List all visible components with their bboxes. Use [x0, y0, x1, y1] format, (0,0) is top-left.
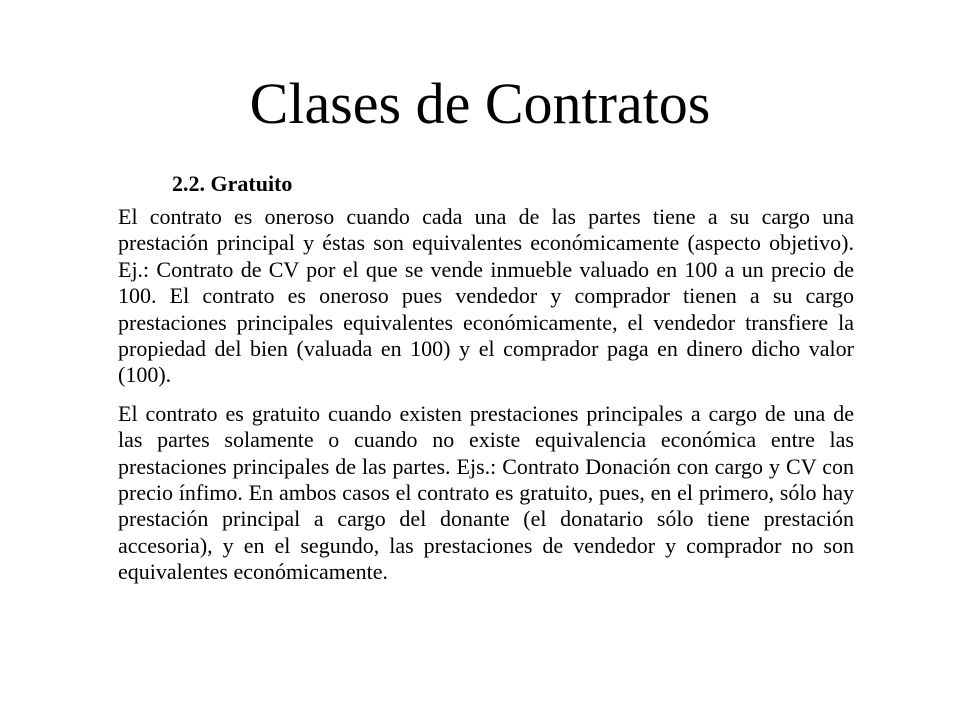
slide-title: Clases de Contratos	[249, 71, 711, 136]
slide-body	[118, 170, 854, 598]
paragraph-gratuito: El contrato es gratuito cuando existen prestaciones principales a cargo de una de las partes solamente o cuando no existe equivalencia económica entre las prestaciones principales de las partes. Ejs.: Contrato Donación con cargo y CV con precio ínfimo. En ambos casos el contrato es gratuito, pues, en el primero, sólo hay prestación principal a cargo del donante (el donatario sólo tiene prestación accesoria), y en el segundo, las prestaciones de vendedor y comprador no son equivalentes económicamente.	[118, 400, 854, 585]
section-heading: 2.2. Gratuito	[172, 171, 293, 196]
paragraph-oneroso: El contrato es oneroso cuando cada una de las partes tiene a su cargo una prestación principal y éstas son equivalentes económicamente (aspecto objetivo). Ej.: Contrato de CV por el que se vende inmueble valuado en 100 a un precio de 100. El contrato es oneroso pues vendedor y comprador tienen a su cargo prestaciones principales equivalentes económicamente, el vendedor transfiere la propiedad del bien (valuada en 100) y el comprador paga en dinero dicho valor (100).	[118, 204, 854, 388]
